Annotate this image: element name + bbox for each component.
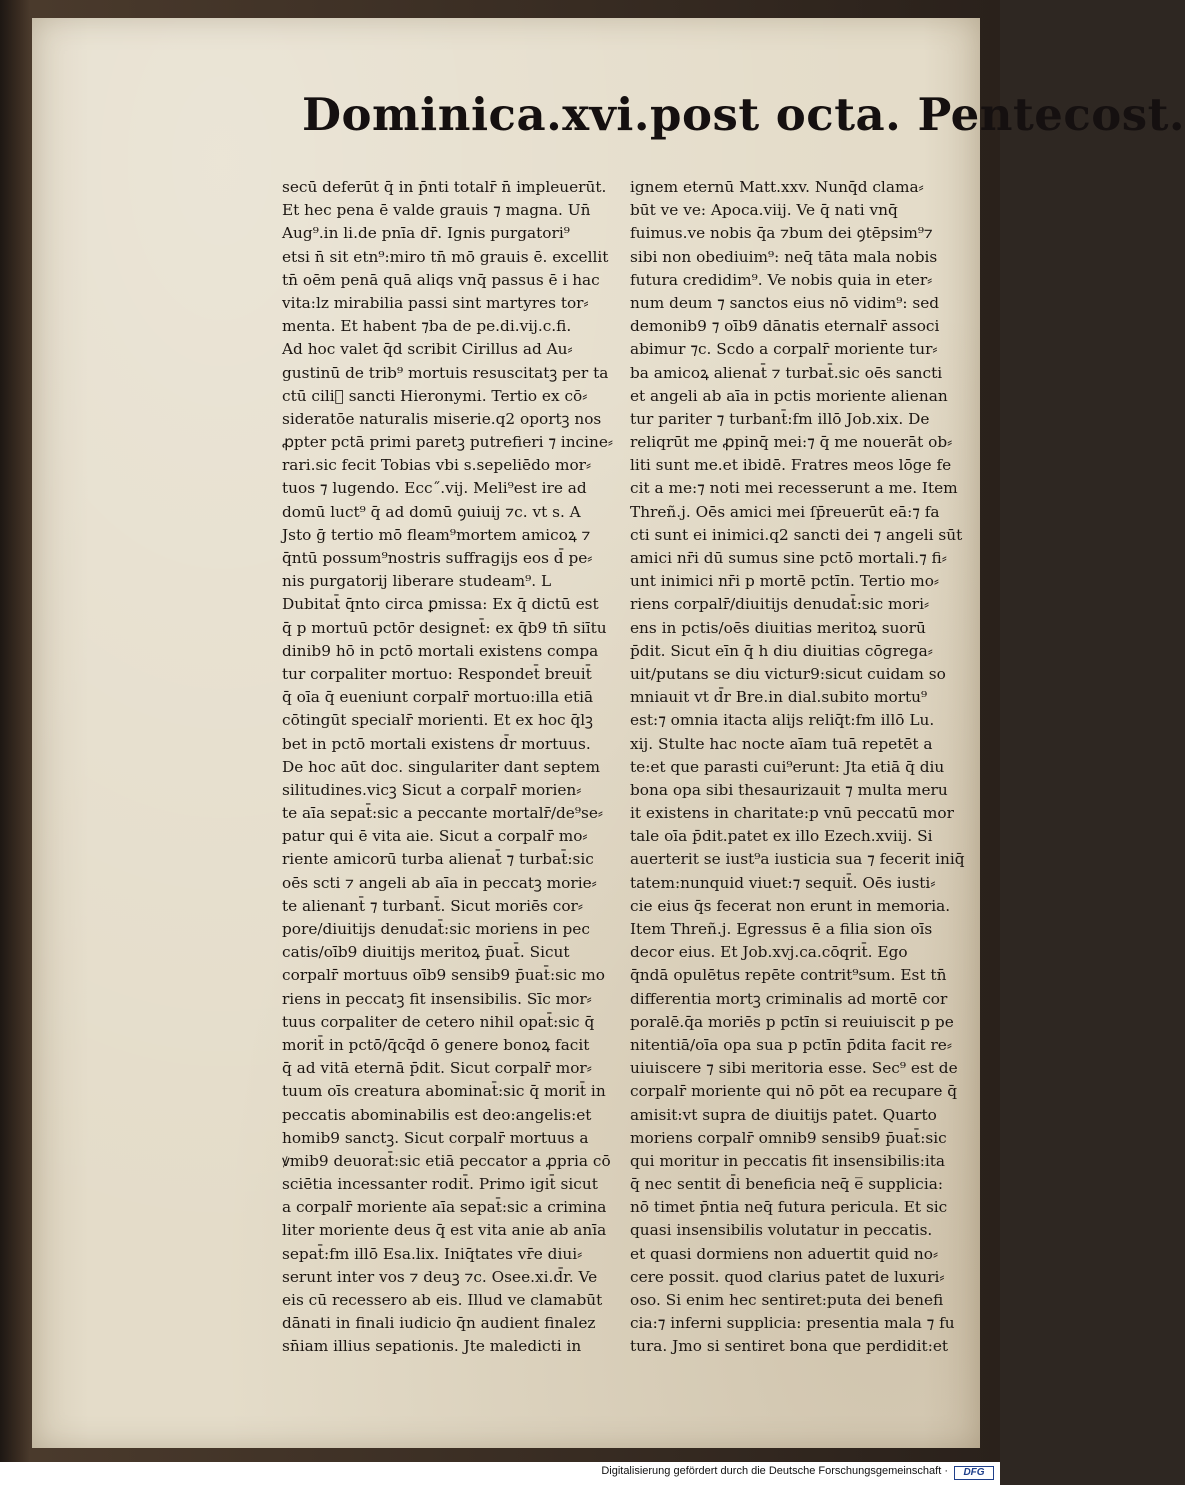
text-line: xij. Stulte hac nocte aīam tuā repetēt a: [630, 734, 933, 753]
text-line: ctū ciliᷓ sancti Hieronymi. Tertio ex cō⸗: [282, 386, 588, 405]
text-line: bona opa sibi thesaurizauit ⁊ multa meru: [630, 780, 948, 799]
text-line: moriens corpalr̄ omnib9 sensib9 p̄uat̄:sic: [630, 1128, 947, 1147]
text-line: uiuiscere ⁊ sibi meritoria esse. Sec⁹ est de: [630, 1059, 958, 1078]
text-line: unt inimici nr̄i p mortē pctīn. Tertio mo⸗: [630, 572, 940, 591]
text-line: Threñ.j. Oēs amici mei ſp̄reuerūt eā:⁊ fa: [630, 502, 940, 521]
text-line: dānati in finali iudicio q̄n audient finalez: [282, 1314, 596, 1333]
text-line: tn̄ oēm penā quā aliqs vnq̄ passus ē i hac: [282, 270, 600, 289]
text-line: amisit:vt supra de diuitijs patet. Quarto: [630, 1105, 937, 1124]
text-line: liti sunt me.et ibidē. Fratres meos lōge fe: [630, 456, 952, 475]
text-line: sn̄iam illius sepationis. Jte maledicti in: [282, 1337, 582, 1356]
text-line: sciētia incessanter rodit̄. Primo igit̄ sicut: [282, 1175, 598, 1194]
text-line: gustinū de trib⁹ mortuis resuscitatꝫ per ta: [282, 363, 609, 382]
text-line: Jsto ḡ tertio mō fleam⁹mortem amicoꝝ ⁊: [282, 525, 591, 544]
text-line: catis/oīb9 diuitijs meritoꝝ p̄uat̄. Sicut: [282, 943, 570, 962]
text-line: et quasi dormiens non aduertit quid no⸗: [630, 1244, 939, 1263]
text-line: oso. Si enim hec sentiret:puta dei benefi: [630, 1291, 944, 1309]
text-line: De hoc aūt doc. singulariter dant septem: [282, 757, 600, 776]
text-line: p̄dit. Sicut eīn q̄ h diu diuitias cōgrega⸗: [630, 641, 933, 660]
text-line: q̄ oīa q̄ eueniunt corpalr̄ mortuo:illa etiā: [282, 688, 594, 707]
text-line: homib9 sanctꝫ. Sicut corpalr̄ mortuus a: [282, 1128, 589, 1147]
text-line: Aug⁹.in li.de pnīa dr̄. Ignis purgatori⁹: [282, 224, 570, 243]
text-line: sepat̄:fm illō Esa.lix. Iniq̄tates vr̄e diui⸗: [282, 1244, 583, 1263]
text-line: differentia mortꝫ criminalis ad mortē cor: [630, 989, 948, 1008]
text-line: bet in pctō mortali existens d̄r mortuus.: [282, 734, 591, 753]
text-line: etsi n̄ sit etn⁹:miro tn̄ mō grauis ē. excellit: [282, 247, 609, 266]
book-page: [32, 18, 1185, 1448]
text-line: patur qui ē vita aie. Sicut a corpalr̄ mo⸗: [282, 827, 588, 846]
text-line: ꝟmib9 deuorat̄:sic etiā peccator a ꝓpria cō: [282, 1151, 611, 1170]
text-line: quasi insensibilis volutatur in peccatis.: [630, 1221, 933, 1240]
text-line: dinib9 hō in pctō mortali existens compa: [282, 641, 599, 660]
dfg-logo: DFG: [954, 1466, 994, 1480]
text-line: decor eius. Et Job.xvj.ca.cōqrit̄. Ego: [630, 943, 908, 962]
text-line: et angeli ab aīa in pctis moriente alienan: [630, 386, 948, 405]
text-line: Item Threñ.j. Egressus ē a filia sion oīs: [630, 920, 933, 938]
text-line: fuimus.ve nobis q̄a ⁊bum dei ꝯtēpsim⁹⁊: [630, 224, 933, 243]
text-line: Ad hoc valet q̄d scribit Cirillus ad Au⸗: [282, 340, 573, 359]
text-line: secū deferūt q̄ in p̄nti totalr̄ n̄ impleuerūt.: [282, 178, 607, 196]
text-line: te:et que parasti cui⁹erunt: Jta etiā q̄ diu: [630, 757, 945, 776]
text-line: tatem:nunquid viuet:⁊ sequit̄. Oēs iusti⸗: [630, 873, 936, 892]
text-line: abimur ⁊c. Scdo a corpalr̄ moriente tur⸗: [630, 340, 938, 359]
text-line: mniauit vt d̄r Bre.in dial.subito mortu⁹: [630, 688, 928, 707]
text-line: demonib9 ⁊ oīb9 dānatis eternalr̄ associ: [630, 317, 940, 336]
text-line: futura credidim⁹. Ve nobis quia in eter⸗: [630, 270, 933, 289]
text-line: tuum oīs creatura abominat̄:sic q̄ morit̄ in: [282, 1082, 606, 1101]
text-line: silitudines.vicꝫ Sicut a corpalr̄ morien⸗: [282, 780, 582, 799]
text-line: menta. Et habent ⁊ba de pe.di.vij.c.fi.: [282, 317, 572, 336]
text-line: riens corpalr̄/diuitijs denudat̄:sic mori⸗: [630, 595, 930, 614]
text-line: tura. Jmo si sentiret bona que perdidit:et: [630, 1337, 949, 1356]
text-line: cere possit. quod clarius patet de luxuri⸗: [630, 1267, 945, 1286]
right-text-column: [630, 176, 970, 1359]
text-line: vita:lz mirabilia passi sint martyres tor⸗: [282, 293, 589, 312]
funding-credit: Digitalisierung gefördert durch die Deutsche Forschungsgemeinschaft ·: [601, 1465, 948, 1477]
text-line: nis purgatorij liberare studeam⁹. L: [282, 572, 552, 591]
text-line: pore/diuitijs denudat̄:sic moriens in pec: [282, 920, 590, 938]
text-line: poralē.q̄a moriēs p pctīn si reuiuiscit p pe: [630, 1012, 954, 1031]
text-line: q̄ ad vitā eternā p̄dit. Sicut corpalr̄ mor⸗: [282, 1059, 592, 1078]
text-line: riente amicorū turba alienat̄ ⁊ turbat̄:sic: [282, 850, 594, 869]
text-line: tuos ⁊ lugendo. Ecc˝.vij. Meli⁹est ire ad: [282, 479, 587, 498]
text-line: oēs scti ⁊ angeli ab aīa in peccatꝫ morie⸗: [282, 873, 597, 892]
text-line: cit a me:⁊ noti mei recesserunt a me. Item: [630, 479, 958, 498]
text-line: domū luct⁹ q̄ ad domū ꝯuiuij ⁊c. vt s. A: [282, 502, 581, 521]
running-head: Dominica.xvi.post octa. Pentecost.: [302, 88, 1185, 141]
text-line: serunt inter vos ⁊ deuꝫ ⁊c. Osee.xi.d̄r. Ve: [282, 1267, 598, 1286]
text-line: cie eius q̄s fecerat non erunt in memoria.: [630, 896, 951, 915]
text-line: reliqrūt me ꝓpinq̄ mei:⁊ q̄ me nouerāt ob⸗: [630, 433, 953, 452]
text-line: cia:⁊ inferni supplicia: presentia mala ⁊ fu: [630, 1314, 955, 1333]
text-line: tale oīa p̄dit.patet ex illo Ezech.xviij. Si: [630, 827, 933, 846]
left-text-column: [282, 176, 612, 1359]
text-line: ens in pctis/oēs diuitias meritoꝝ suorū: [630, 618, 926, 637]
digitization-footer: [0, 1462, 1000, 1485]
text-line: q̄ p mortuū pctōr designet̄: ex q̄b9 tn̄ siītu: [282, 618, 607, 637]
text-line: riens in peccatꝫ fit insensibilis. Sīc mor⸗: [282, 989, 592, 1008]
text-line: sideratōe naturalis miserie.q2 oportꝫ nos: [282, 409, 602, 428]
text-line: nitentiā/oīa opa sua p pctīn p̄dita facit re⸗: [630, 1035, 952, 1054]
text-line: corpalr̄ mortuus oīb9 sensib9 p̄uat̄:sic mo: [282, 966, 605, 985]
text-line: qui moritur in peccatis fit insensibilis:ita: [630, 1151, 946, 1170]
text-line: ꝓpter pctā primi paretꝫ putrefieri ⁊ incine⸗: [282, 433, 614, 452]
text-line: ba amicoꝝ alienat̄ ⁊ turbat̄.sic oēs sancti: [630, 363, 943, 382]
text-line: amici nr̄i dū sumus sine pctō mortali.⁊ fi⸗: [630, 549, 947, 567]
text-line: q̄ntū possum⁹nostris suffragijs eos d̄ pe⸗: [282, 549, 593, 567]
text-line: nō timet p̄ntia neq̄ futura pericula. Et sic: [630, 1198, 948, 1217]
text-line: te alienant̄ ⁊ turbant̄. Sicut moriēs cor⸗: [282, 896, 583, 915]
text-line: Dubitat̄ q̄nto circa ꝑmissa: Ex q̄ dictū est: [282, 595, 599, 614]
text-line: corpalr̄ moriente qui nō pōt ea recupare q̄: [630, 1082, 958, 1101]
text-line: sibi non obediuim⁹: neq̄ tāta mala nobis: [630, 247, 938, 266]
text-line: tur pariter ⁊ turbant̄:fm illō Job.xix. De: [630, 409, 930, 428]
text-line: ignem eternū Matt.xxv. Nunq̄d clama⸗: [630, 178, 924, 196]
text-line: eis cū recessero ab eis. Illud ve clamabūt: [282, 1291, 603, 1309]
text-line: tur corpaliter mortuo: Respondet̄ breuit̄: [282, 664, 592, 683]
text-line: q̄ nec sentit d̄i beneficia neq̄ e̅ supplicia:: [630, 1175, 944, 1194]
text-line: tuus corpaliter de cetero nihil opat̄:sic q̄: [282, 1012, 595, 1031]
text-line: uit/putans se diu victur9:sicut cuidam so: [630, 664, 946, 683]
text-line: est:⁊ omnia itacta alijs reliq̄t:fm illō Lu.: [630, 711, 935, 730]
text-line: būt ve ve: Apoca.viij. Ve q̄ nati vnq̄: [630, 201, 898, 220]
text-line: a corpalr̄ moriente aīa sepat̄:sic a crimina: [282, 1198, 607, 1217]
text-line: cti sunt ei inimici.q2 sancti dei ⁊ angeli sūt: [630, 525, 963, 544]
text-line: num deum ⁊ sanctos eius nō vidim⁹: sed: [630, 293, 940, 312]
text-line: cōtingūt specialr̄ morienti. Et ex hoc q̄lꝫ: [282, 711, 593, 730]
text-line: morit̄ in pctō/q̄cq̄d ō genere bonoꝝ facit: [282, 1035, 590, 1054]
text-line: auerterit se iust⁹a iusticia sua ⁊ fecerit iniq̄: [630, 850, 965, 869]
text-line: q̄ndā opulētus repēte contrit⁹sum. Est tn̄: [630, 966, 947, 985]
text-line: te aīa sepat̄:sic a peccante mortalr̄/de⁹se⸗: [282, 804, 603, 823]
text-line: it existens in charitate:p vnū peccatū mor: [630, 804, 954, 823]
text-line: Et hec pena ē valde grauis ⁊ magna. Un̄: [282, 201, 591, 220]
text-line: peccatis abominabilis est deo:angelis:et: [282, 1105, 592, 1124]
text-line: rari.sic fecit Tobias vbi s.sepeliēdo mor⸗: [282, 456, 592, 475]
text-line: liter moriente deus q̄ est vita anie ab anīa: [282, 1221, 607, 1240]
